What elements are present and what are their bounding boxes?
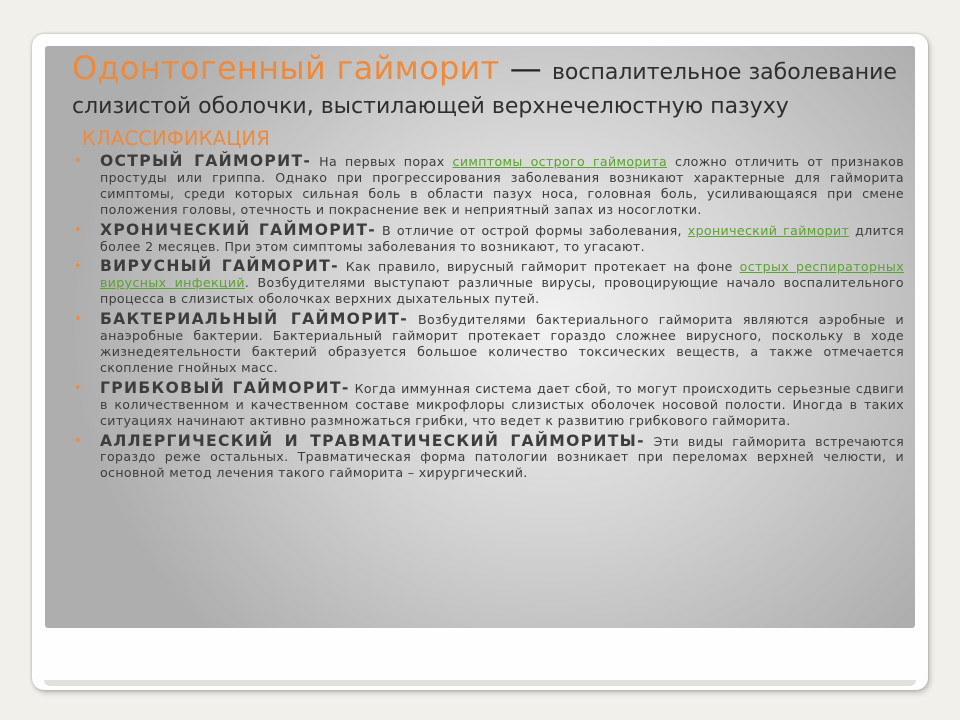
slide-title bbox=[72, 49, 904, 124]
item-term: ВИРУСНЫЙ ГАЙМОРИТ- bbox=[100, 257, 339, 276]
item-term: ОСТРЫЙ ГАЙМОРИТ- bbox=[100, 152, 312, 170]
list-item-bacterial bbox=[72, 312, 904, 376]
item-term: АЛЛЕРГИЧЕСКИЙ И ТРАВМАТИЧЕСКИЙ ГАЙМОРИТЫ- bbox=[100, 431, 645, 450]
title-definition: воспалительное заболевание слизистой оболочки, выстилающей верхнечелюстную пазуху bbox=[72, 60, 897, 119]
item-link[interactable]: хронический гайморит bbox=[687, 222, 850, 238]
item-text: Эти виды гайморита встречаются гораздо реже остальных. Травматическая форма патологии возникает при переломах верхней челюсти, и основной метод лечения такого гайморита – хирургический. bbox=[100, 433, 904, 481]
bullet-icon: • bbox=[74, 222, 83, 238]
slide-content bbox=[72, 49, 904, 486]
item-text: Как правило, вирусный гайморит протекает на фоне bbox=[338, 259, 740, 275]
slide-bottom-edge bbox=[44, 680, 916, 686]
bullet-icon: • bbox=[74, 259, 83, 275]
list-item-acute bbox=[72, 154, 904, 218]
bullet-icon: • bbox=[74, 312, 83, 328]
item-text: В отличие от острой формы заболевания, bbox=[376, 222, 688, 238]
list-item-allergic-traumatic bbox=[72, 431, 904, 482]
item-term: ХРОНИЧЕСКИЙ ГАЙМОРИТ- bbox=[100, 220, 377, 239]
item-term: БАКТЕРИАЛЬНЫЙ ГАЙМОРИТ- bbox=[100, 310, 409, 329]
item-link[interactable]: острых респираторных вирусных инфекций bbox=[100, 259, 904, 291]
bullet-icon: • bbox=[74, 433, 83, 449]
item-text: Когда иммунная система дает сбой, то могут происходить серьезные сдвиги в количественном и качественном составе микрофлоры слизистых оболочек носовой полости. Иногда в таких ситуациях начинают активно размножаться грибки, что ведет к развитию грибкового гайморита. bbox=[100, 380, 904, 428]
item-text: сложно отличить от признаков простуды или гриппа. Однако при прогрессирования заболевания возникают характерные для гайморита симптомы, среди которых сильная боль в области пазух носа, головная боль, усиливающаяся при смене положения головы, отечность и покраснение век и неприятный запах из носоглотки. bbox=[100, 154, 904, 217]
list-item-chronic bbox=[72, 220, 904, 255]
title-dash: — bbox=[499, 49, 552, 87]
item-text: На первых порах bbox=[311, 154, 453, 169]
item-text: Возбудителями бактериального гайморита являются аэробные и анаэробные бактерии. Бактериальный гайморит протекает гораздо сложнее вирусного, поскольку в ходе жизнедеятельности бактерий образуется большое количество токсических веществ, а также отмечается скопление гнойных масс. bbox=[100, 312, 904, 375]
title-main: Одонтогенный гайморит bbox=[72, 49, 500, 87]
bullet-icon: • bbox=[74, 154, 83, 169]
list-item-viral bbox=[72, 259, 904, 307]
item-link[interactable]: симптомы острого гайморита bbox=[452, 154, 668, 169]
classification-list bbox=[72, 154, 904, 481]
classification-heading: КЛАССИФИКАЦИЯ bbox=[82, 127, 271, 150]
list-item-fungal bbox=[72, 378, 904, 429]
item-text: длится более 2 месяцев. При этом симптомы заболевания то возникают, то угасают. bbox=[100, 222, 904, 254]
item-term: ГРИБКОВЫЙ ГАЙМОРИТ- bbox=[100, 378, 350, 397]
item-text: . Возбудителями выступают различные вирусы, провоцирующие начало воспалительного процесса в слизистых оболочках верхних дыхательных путей. bbox=[100, 275, 904, 307]
bullet-icon: • bbox=[74, 380, 83, 396]
